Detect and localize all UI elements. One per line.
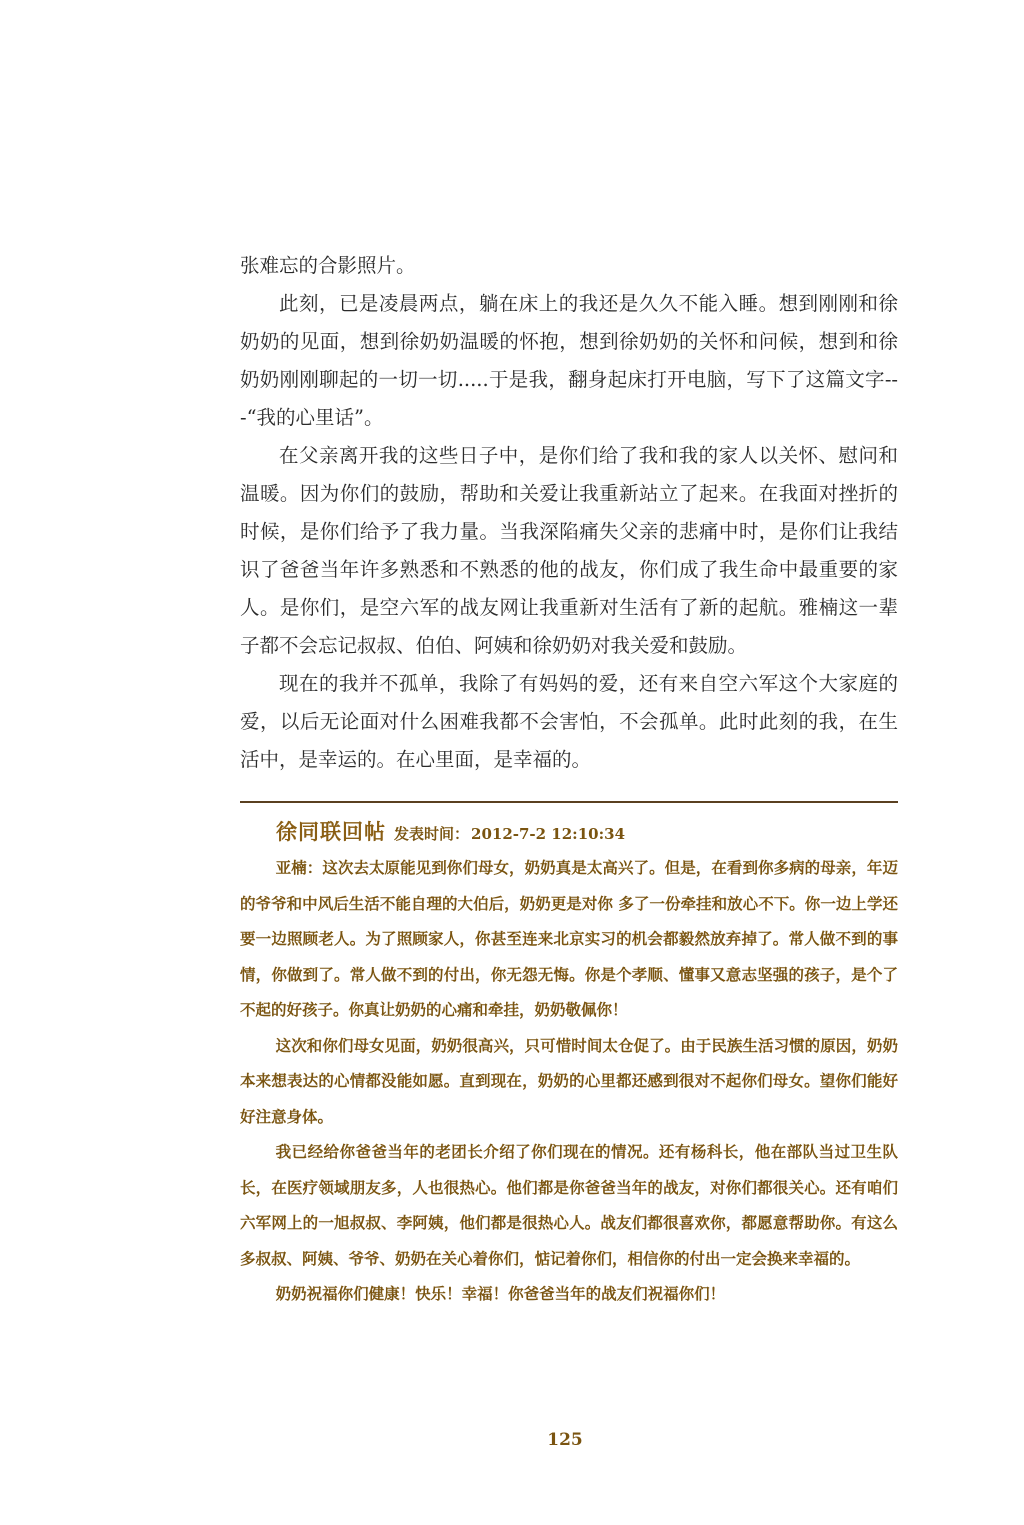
- section-divider: [240, 801, 898, 803]
- reply-header: [276, 815, 898, 849]
- main-text: [240, 247, 898, 779]
- reply-time-label: 发表时间：: [394, 825, 470, 843]
- paragraph-not-alone: 现在的我并不孤单，我除了有妈妈的爱，还有来自空六军这个大家庭的爱，以后无论面对什么困难我都不会害怕，不会孤单。此时此刻的我，在生活中，是幸运的。在心里面，是幸福的。: [240, 672, 898, 771]
- reply-time: 2012-7-2 12:10:34: [471, 825, 626, 843]
- reply-paragraph: 我已经给你爸爸当年的老团长介绍了你们现在的情况。还有杨科长，他在部队当过卫生队长，在医疗领域朋友多，人也很热心。他们都是你爸爸当年的战友，对你们都很关心。还有咱们六军网上的一旭叔叔、李阿姨，他们都是很热心人。战友们都很喜欢你，都愿意帮助你。有这么多叔叔、阿姨、爷爷、奶奶在关心着你们，惦记着你们，相信你的付出一定会换来幸福的。: [240, 1142, 898, 1268]
- page-number: 125: [547, 1430, 583, 1450]
- reply-paragraph: 亚楠：这次去太原能见到你们母女，奶奶真是太高兴了。但是，在看到你多病的母亲，年迈的爷爷和中风后生活不能自理的大伯后，奶奶更是对你 多了一份牵挂和放心不下。你一边上学还要一边照顾老人。为了照顾家人，你甚至连来北京实习的机会都毅然放弃掉了。常人做不到的事情，你做到了。常人做不到的付出，你无怨无悔。你是个孝顺、懂事又意志坚强的孩子，是个了不起的好孩子。你真让奶奶的心痛和牵挂，奶奶敬佩你！: [240, 858, 898, 1019]
- reply-paragraph: 奶奶祝福你们健康！快乐！幸福！你爸爸当年的战友们祝福你们！: [275, 1284, 726, 1303]
- reply-post: [240, 815, 898, 1312]
- paragraph-late-night: 此刻，已是凌晨两点，躺在床上的我还是久久不能入睡。想到刚刚和徐奶奶的见面，想到徐奶奶温暖的怀抱，想到徐奶奶的关怀和问候，想到和徐奶奶刚刚聊起的一切一切.....于是我，翻身起床打开电脑，写下了这篇文字---“我的心里话”。: [240, 292, 898, 429]
- paragraph-gratitude: 在父亲离开我的这些日子中，是你们给了我和我的家人以关怀、慰问和温暖。因为你们的鼓励，帮助和关爱让我重新站立了起来。在我面对挫折的时候，是你们给予了我力量。当我深陷痛失父亲的悲痛中时，是你们让我结识了爸爸当年许多熟悉和不熟悉的他的战友，你们成了我生命中最重要的家人。是你们，是空六军的战友网让我重新对生活有了新的起航。雅楠这一辈子都不会忘记叔叔、伯伯、阿姨和徐奶奶对我关爱和鼓励。: [240, 444, 898, 657]
- reply-author: 徐同联回帖: [276, 819, 386, 844]
- paragraph-continuation: 张难忘的合影照片。: [240, 254, 416, 277]
- reply-body: [240, 850, 898, 1312]
- reply-paragraph: 这次和你们母女见面，奶奶很高兴，只可惜时间太仓促了。由于民族生活习惯的原因，奶奶本来想表达的心情都没能如愿。直到现在，奶奶的心里都还感到很对不起你们母女。望你们能好好注意身体。: [240, 1035, 898, 1126]
